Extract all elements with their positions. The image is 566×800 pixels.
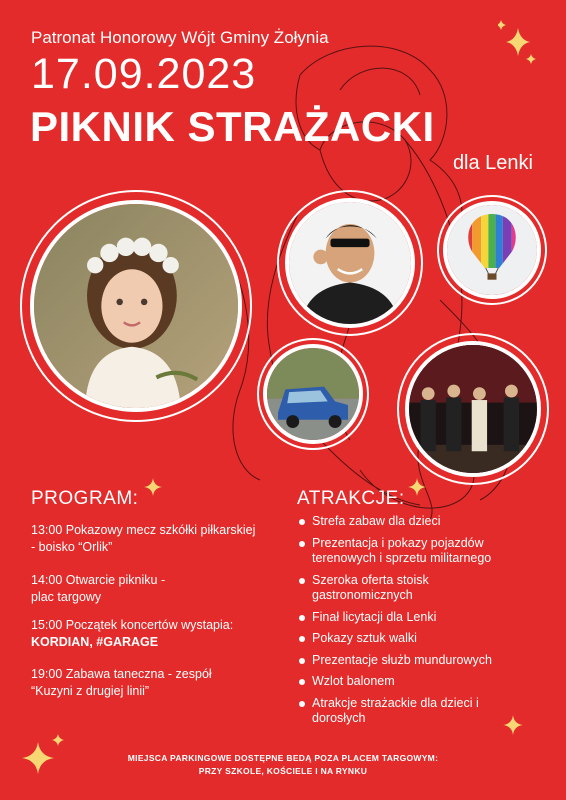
parking-info-line1: MIEJSCA PARKINGOWE DOSTĘPNE BEDĄ POZA PLACEM TARGOWYM:	[127, 753, 439, 763]
attraction-item: Finał licytacji dla Lenki	[297, 610, 547, 626]
sparkle-icon	[407, 477, 427, 497]
program-time: 15:00	[31, 618, 63, 632]
singer-photo	[285, 198, 415, 328]
band-photo	[405, 341, 541, 477]
program-text: Początek koncertów wystapia:	[65, 618, 234, 632]
attraction-item: Strefa zabaw dla dzieci	[297, 514, 547, 530]
program-item	[31, 572, 191, 606]
car-photo	[263, 344, 363, 444]
event-subtitle: dla Lenki	[452, 152, 533, 174]
attractions-heading: ATRAKCJE:	[297, 488, 405, 509]
patron-text: Patronat Honorowy Wójt Gminy Żołynia	[31, 28, 329, 47]
program-item	[31, 617, 241, 651]
event-title: PIKNIK STRAŻACKI	[30, 103, 435, 150]
program-time: 19:00	[31, 667, 63, 681]
attractions-list	[297, 514, 547, 733]
program-heading: PROGRAM:	[31, 488, 139, 509]
program-performers: KORDIAN, #GARAGE	[31, 635, 159, 649]
attraction-item: Atrakcje strażackie dla dzieci i dorosłych	[297, 696, 497, 727]
event-date: 17.09.2023	[31, 50, 257, 98]
attraction-item: Pokazy sztuk walki	[297, 631, 547, 647]
program-text: Zabawa taneczna - zespół “Kuzyni z drugiej linii”	[31, 667, 212, 698]
program-time: 14:00	[31, 573, 63, 587]
attraction-item: Wzlot balonem	[297, 674, 547, 690]
program-text: Otwarcie pikniku - plac targowy	[31, 573, 166, 604]
balloon-photo	[443, 201, 541, 299]
program-item	[31, 666, 231, 700]
attraction-item: Prezentacja i pokazy pojazdów terenowych i sprzetu militarnego	[297, 536, 522, 567]
girl-photo	[30, 200, 242, 412]
parking-info-line2: PRZY SZKOLE, KOŚCIELE I NA RYNKU	[198, 766, 368, 776]
sparkle-icon	[143, 477, 163, 497]
program-item	[31, 522, 261, 556]
program-time: 13:00	[31, 523, 63, 537]
program-text: Pokazowy mecz szkółki piłkarskiej - boisko “Orlik”	[31, 523, 256, 554]
sparkle-icon	[498, 20, 538, 64]
attraction-item: Szeroka oferta stoisk gastronomicznych	[297, 573, 492, 604]
attraction-item: Prezentacje służb mundurowych	[297, 653, 547, 669]
